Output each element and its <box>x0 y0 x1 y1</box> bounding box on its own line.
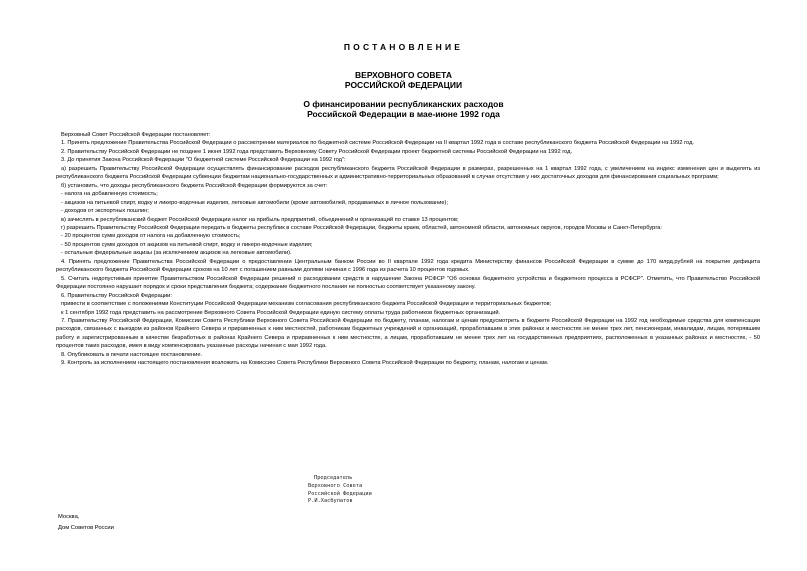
paragraph: - налога на добавленную стоимость; <box>61 191 158 198</box>
paragraph: 3. До принятия Закона Российской Федерации "О бюджетной системе Российской Федерации на 1992 год": <box>61 157 346 164</box>
signature-body-line-1: Верховного Совета <box>308 482 363 489</box>
document-title <box>0 99 807 119</box>
title-line-2: Российской Федерации в мае-июне 1992 года <box>307 109 500 119</box>
paragraph: а) разрешить Правительству Российской Федерации осуществлять финансирование расходов республиканского бюджета Российской Федерации в размерах, разрешенных на 1 квартал 1992 года, с увеличением на индекс изменения цен и выделять из республиканского бюджета Российской Федерации субвенции бюджетам национально-государственных и административно-территориальных образований в случае отсутствия у них достаточных доходов для финансирования социальных программ; <box>56 165 760 181</box>
paragraph: 8. Опубликовать в печати настоящее постановление. <box>61 351 203 358</box>
paragraph: 4. Принять предложение Правительства Российской Федерации о предоставлении Центральным банком России во II квартале 1992 года кредита Министерству финансов Российской Федерации в сумме до 170 млрд.рублей на покрытие дефицита республиканского бюджета Российской Федерации сроком на 10 лет с погашением равными долями начиная с 1996 года из расчета 10 процентов годовых. <box>56 258 760 274</box>
place-block <box>58 512 114 534</box>
paragraph: - остальные федеральные акцизы (за исключением акцизов на легковые автомобили). <box>61 250 292 257</box>
issuer-line-2: РОССИЙСКОЙ ФЕДЕРАЦИИ <box>344 80 463 90</box>
paragraph: привести в соответствие с положениями Конституции Российской Федерации механизм согласования республиканского бюджета Российской Федерации и территориальных бюджетов; <box>61 301 552 308</box>
paragraph: 2. Правительству Российской Федерации не позднее 1 июня 1992 года представить Верховному Совету Российской Федерации проект бюджетной системы Российской Федерации на 1992 год. <box>61 148 573 155</box>
paragraph: в) зачислять в республиканский бюджет Российской Федерации налог на прибыль предприятий, объединений и организаций по ставке 13 процентов; <box>61 216 459 223</box>
paragraph: 9. Контроль за исполнением настоящего постановления возложить на Комиссию Совета Республики Верховного Совета Российской Федерации по бюджету, планам, налогам и ценам. <box>61 360 549 367</box>
paragraph: г) разрешить Правительству Российской Федерации передать в бюджеты республик в составе Российской Федерации, бюджеты краев, областей, автономной области, автономных округов, городов Москвы и Санкт-Петербурга: <box>61 224 663 231</box>
signature-role: Председатель <box>314 475 353 481</box>
paragraph: 6. Правительству Российской Федерации: <box>61 292 172 299</box>
paragraph: к 1 сентября 1992 года представить на рассмотрение Верховного Совета Российской Федерации единую систему оплаты труда работников бюджетных организаций. <box>61 309 501 316</box>
paragraph: - доходов от экспортных пошлин; <box>61 208 149 215</box>
document-type: ПОСТАНОВЛЕНИЕ <box>343 42 464 52</box>
paragraph: 7. Правительству Российской Федерации, Комиссии Совета Республики Верховного Совета Российской Федерации по бюджету, планам, налогам и ценам предусмотреть в бюджете Российской Федерации на 1992 год необходимые средства для компенсации расходов, связанных с выездом из районов Крайнего Севера и приравненных к ним местностей, работникам бюджетных учреждений и организаций, проработавшим в этих районах и местностях не менее трех лет, пенсионерам, инвалидам, лицам, потерявшим работу и зарегистрированным в качестве безработных в районах Крайнего Севера и приравненных к ним местностях, а лицам, проработавшим не менее трех лет на государственных предприятиях, расположенных в указанных районах и местностях, - 50 процентов таких расходов, имея в виду компенсировать указанные расходы начиная с мая 1992 года. <box>56 317 760 350</box>
document-body <box>56 131 760 368</box>
signature-name: Р.И.Хасбулатов <box>308 498 353 505</box>
paragraph: б) установить, что доходы республиканского бюджета Российской Федерации формируются за счет: <box>61 182 328 189</box>
paragraph: 5. Считать недопустимым принятие Правительством Российской Федерации решений о расходовании средств в нарушение Закона РСФСР "Об основах бюджетного устройства и бюджетного процесса в РСФСР". Отметить, что Правительство Российской Федерации постоянно нарушает порядок и сроки представления бюджета; содержание бюджетного послания не полностью соответствует указанному закону. <box>56 275 760 291</box>
paragraph: Верховный Совет Российской Федерации постановляет: <box>61 132 211 138</box>
paragraph: 1. Принять предложение Правительства Российской Федерации о рассмотрении материалов по бюджетной системе Российской Федерации на II квартал 1992 года в составе республиканского бюджета Российской Федерации на 1992 год. <box>61 140 694 147</box>
paragraph: - 20 процентов сумм доходов от налога на добавленную стоимость; <box>61 233 241 240</box>
issuer-line-1: ВЕРХОВНОГО СОВЕТА <box>355 70 452 80</box>
signature-body-line-2: Российской Федерации <box>308 490 372 497</box>
paragraph: - 50 процентов сумм доходов от акцизов на питьевой спирт, водку и ликеро-водочные изделия; <box>61 241 313 248</box>
issuer-block <box>0 70 807 90</box>
paragraph: - акцизов на питьевой спирт, водку и ликеро-водочные изделия, легковые автомобили (кроме автомобилей, продаваемых в личное пользование); <box>61 199 449 206</box>
place-building: Дом Советов России <box>58 525 114 531</box>
signature-block <box>308 475 372 506</box>
title-line-1: О финансировании республиканских расходов <box>303 99 504 109</box>
place-city: Москва, <box>58 514 80 520</box>
